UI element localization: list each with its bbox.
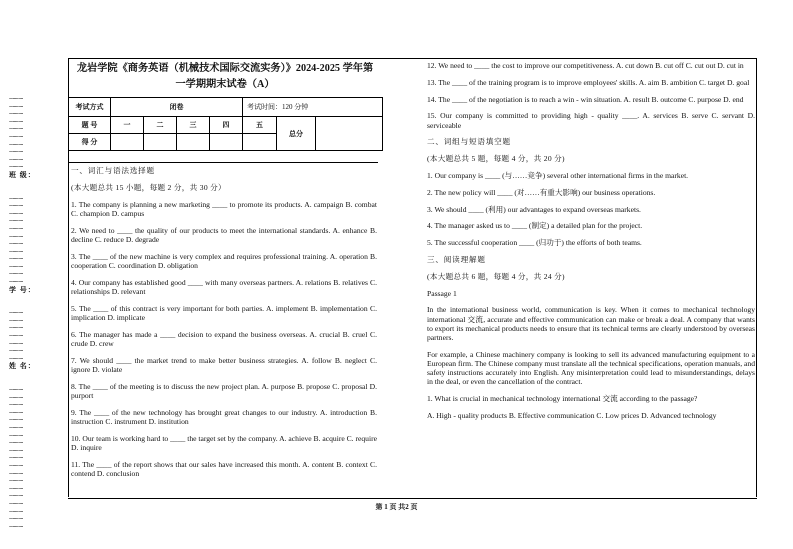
dot-line: ............	[9, 161, 23, 170]
dot-line: ............	[9, 238, 23, 247]
score-cell	[210, 134, 243, 151]
vocab-question: 1. The company is planning a new marketing ____ to promote its products. A. campaign B. combat C. champion D. campus	[71, 199, 377, 218]
dot-line: ............	[9, 222, 23, 231]
dot-line: ............	[9, 345, 23, 354]
vocab-question: 11. The ____ of the report shows that our sales have increased this month. A. content B. context C. contend D. conclusion	[71, 459, 377, 478]
section-col-2: 二	[144, 117, 177, 134]
vocab-question: 2. We need to ____ the quality of our products to meet the international standards. A. enhance B. decline C. reduce D. degrade	[71, 225, 377, 244]
vocab-question: 13. The ____ of the training program is to improve employees' skills. A. aim B. ambition C. target D. goal	[427, 77, 750, 87]
phrase-question: 2. The new policy will ____ (对……有重大影响) our business operations.	[427, 187, 656, 197]
right-column	[427, 61, 755, 428]
dot-line: ............	[9, 452, 23, 461]
total-score-cell	[316, 117, 383, 151]
divider	[68, 162, 378, 163]
page-number: 第 1 页 共2 页	[375, 503, 418, 511]
dot-line: ............	[9, 146, 23, 155]
score-cell	[144, 134, 177, 151]
passage-title: Passage 1	[427, 288, 457, 298]
vocab-question: 15. Our company is committed to providing high - quality ____. A. services B. serve C. servant D. serviceable	[427, 111, 755, 130]
dot-line: ............	[9, 200, 23, 209]
section-col-4: 四	[210, 117, 243, 134]
vocab-question: 10. Our team is working hard to ____ the target set by the company. A. achieve B. acquire C. require D. inquire	[71, 433, 377, 452]
name-label: 姓 名：	[9, 362, 36, 371]
passage-paragraph: In the international business world, communication is key. When it comes to mechanical technology international 交流, accurate and effective communication can make or break a deal. A company that wants to export its mechanical products needs to ensure that its technical terms are clearly understood by overseas partners.	[427, 305, 755, 342]
section-col-1: 一	[111, 117, 144, 134]
dot-line: ............	[9, 192, 23, 201]
dot-line: ............	[9, 513, 23, 522]
dot-line: ............	[9, 108, 23, 117]
dot-line: ............	[9, 330, 23, 339]
dot-line: ............	[9, 260, 23, 269]
vocab-question: 3. The ____ of the new machine is very complex and requires professional training. A. operation B. cooperation C. coordination D. obligation	[71, 251, 377, 270]
dot-line: ............	[9, 314, 23, 323]
dot-line: ............	[9, 459, 23, 468]
vocab-question: 5. The ____ of this contract is very important for both parties. A. implement B. implementation C. implication D. implicate	[71, 303, 377, 322]
frame-right-border	[756, 58, 757, 497]
dot-line: ............	[9, 100, 23, 109]
dot-line: ............	[9, 276, 23, 285]
dot-line: ............	[9, 215, 23, 224]
phrase-question: 4. The manager asked us to ____ (制定) a detailed plan for the project.	[427, 221, 643, 231]
score-cell	[111, 134, 144, 151]
dot-line: ............	[9, 253, 23, 262]
exam-title: 龙岩学院《商务英语（机械技术国际交流实务）》2024-2025 学年第一学期期末试卷（A）	[76, 63, 374, 90]
dot-line: ............	[9, 337, 23, 346]
vocab-question: 12. We need to ____ the cost to improve our competitiveness. A. cut down B. cut off C. cut out D. cut in	[427, 61, 744, 70]
dot-line: ............	[9, 391, 23, 400]
vocab-question: 7. We should ____ the market trend to make better business strategies. A. follow B. neglect C. ignore D. violate	[71, 355, 377, 374]
section3-note: (本大题总共 6 题，每题 4 分，共 24 分)	[427, 271, 565, 281]
dot-line: ............	[9, 399, 23, 408]
dot-line: ............	[9, 130, 23, 139]
dot-line: ............	[9, 115, 23, 124]
dot-line: ............	[9, 437, 23, 446]
dot-line: ............	[9, 490, 23, 499]
dot-line: ............	[9, 123, 23, 132]
phrase-question: 1. Our company is ____ (与……竞争) several other international firms in the market.	[427, 170, 689, 180]
dot-line: ............	[9, 207, 23, 216]
dot-line: ............	[9, 482, 23, 491]
section2-heading: 二、词组与短语填空题	[427, 137, 511, 147]
exam-time: 考试时间：120 分钟	[243, 98, 383, 117]
total-label: 总分	[277, 117, 316, 151]
vocab-question: 4. Our company has established good ____ with many overseas partners. A. relations B. relatives C. relationships D. relevant	[71, 277, 377, 296]
dot-line: ............	[9, 268, 23, 277]
dot-line: ............	[9, 406, 23, 415]
vocab-question: 6. The manager has made a ____ decision to expand the business overseas. A. crucial B. cruel C. crude D. crew	[71, 329, 377, 348]
reading-question: 1. What is crucial in mechanical technology international 交流 according to the passage?	[427, 394, 698, 404]
dot-line: ............	[9, 497, 23, 506]
section-col-3: 三	[177, 117, 210, 134]
dot-line: ............	[9, 138, 23, 147]
passage-paragraph: For example, a Chinese machinery company is looking to sell its advanced manufacturing equipment to a European firm. The Chinese company must translate all the technical specifications, operation manuals, and safety instructions accurately into English. Any misinterpretation could lead to misunderstandings, delays in the deal, or even the cancellation of the contract.	[427, 349, 755, 387]
dot-line: ............	[9, 384, 23, 392]
dot-line: ............	[9, 352, 23, 361]
vocab-question: 14. The ____ of the negotiation is to reach a win - win situation. A. result B. outcome C. purpose D. end	[427, 94, 744, 104]
dot-line-group	[9, 194, 61, 285]
dot-line-group	[9, 94, 61, 170]
dot-line: ............	[9, 245, 23, 254]
vocab-question: 8. The ____ of the meeting is to discuss the new project plan. A. purpose B. propose C. proposal D. purport	[71, 381, 377, 400]
dot-line: ............	[9, 444, 23, 453]
section2-note: (本大题总共 5 题，每题 4 分，共 20 分)	[427, 154, 565, 164]
section1-note: (本大题总共 15 小题，每题 2 分，共 30 分）	[71, 182, 226, 192]
section-col-5: 五	[243, 117, 277, 134]
score-cell	[243, 134, 277, 151]
dot-line: ............	[9, 230, 23, 239]
score-cell	[177, 134, 210, 151]
dot-line: ............	[9, 93, 23, 101]
phrase-question: 3. We should ____ (利用) our advantages to expand overseas markets.	[427, 204, 641, 214]
left-column	[71, 166, 377, 486]
dot-line: ............	[9, 322, 23, 331]
dot-line: ............	[9, 505, 23, 514]
student-id-label: 学 号：	[9, 285, 36, 294]
section1-heading: 一、词汇与语法选择题	[71, 166, 155, 175]
dot-line: ............	[9, 421, 23, 430]
score-label: 得 分	[69, 134, 111, 151]
exam-mode-label: 考试方式	[69, 98, 111, 117]
dot-line: ............	[9, 414, 23, 423]
section3-heading: 三、阅读理解题	[427, 254, 486, 264]
dot-line-group	[9, 308, 61, 361]
reading-question-options: A. High - quality products B. Effective communication C. Low prices D. Advanced technology	[427, 410, 717, 420]
dot-line: ............	[9, 520, 23, 529]
dot-line: ............	[9, 307, 23, 316]
class-label: 班 级：	[9, 170, 36, 179]
exam-mode-value: 闭卷	[111, 98, 243, 117]
question-no-label: 题 号	[69, 117, 111, 134]
dot-line: ............	[9, 467, 23, 476]
vocab-question: 9. The ____ of the new technology has brought great changes to our industry. A. introduction B. instruction C. instrument D. institution	[71, 407, 377, 426]
score-table	[68, 97, 383, 151]
dot-line: ............	[9, 429, 23, 438]
dot-line: ............	[9, 153, 23, 162]
dot-line: ............	[9, 475, 23, 484]
binding-margin	[9, 94, 61, 529]
phrase-question: 5. The successful cooperation ____ (归功于) the efforts of both teams.	[427, 238, 642, 248]
